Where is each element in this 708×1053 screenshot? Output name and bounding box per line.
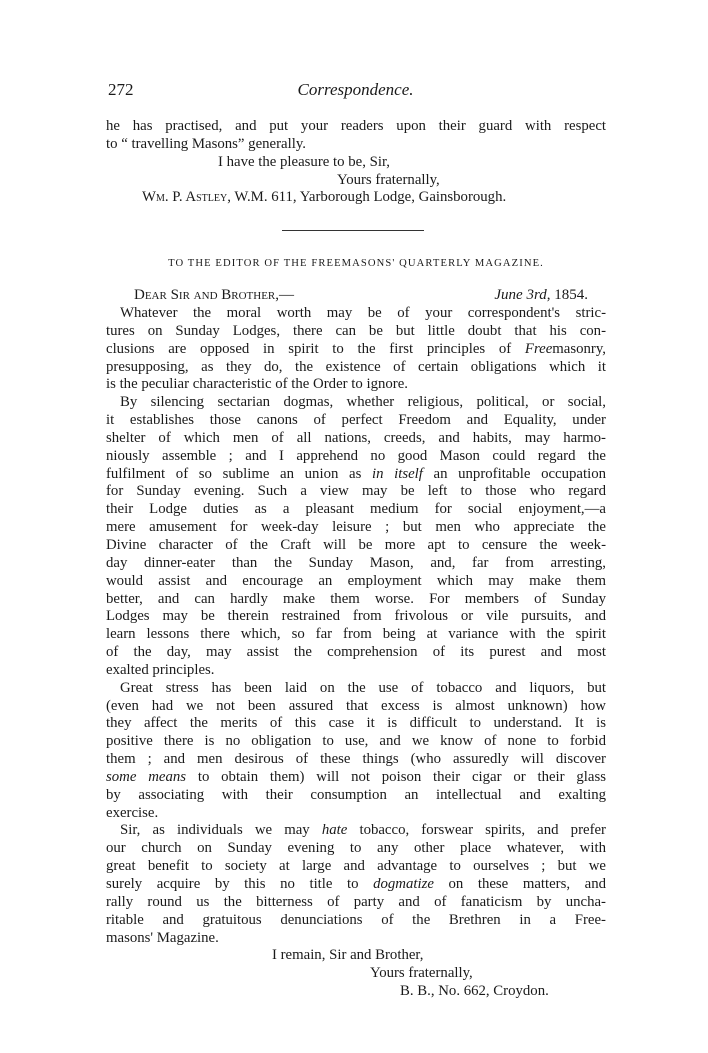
closing-line: I have the pleasure to be, Sir, [218,153,390,170]
text-line: by associating with their consumption an intellectual and exalting [106,786,606,803]
text-line [106,822,606,840]
salutation-row [106,287,606,307]
letter-caption: TO THE EDITOR OF THE FREEMASONS' QUARTERLY MAGAZINE. [168,258,544,269]
text-line: would assist and encourage an employment which may make them [106,572,606,589]
running-title: Correspondence. [297,80,414,99]
italic-span: hate [321,822,348,839]
text-line [106,769,606,787]
signature-name: Wm. P. Astley [142,189,228,206]
letter-date [494,287,588,304]
text-line: tures on Sunday Lodges, there can be but little doubt that his con- [106,322,606,339]
text-line: niously assemble ; and I apprehend no good Mason could regard the [106,447,606,464]
text-line: it establishes those canons of perfect Freedom and Equality, under [106,412,606,429]
text-line: rally round us the bitterness of party and of fanaticism by uncha- [106,893,606,910]
text-line [106,876,606,894]
text-line: positive there is no obligation to use, and we know of none to forbid [106,733,606,750]
letter-date-day: June 3rd [494,287,547,303]
page-header [108,80,603,104]
text-span: Sir, as individuals we may [120,822,322,839]
closing-line: Yours fraternally, [337,171,440,188]
text-span: to obtain them) will not poison their cigar or their glass [186,768,606,785]
text-line: mere amusement for week-day leisure ; but men who appreciate the [106,519,606,536]
text-span: fulfilment of so sublime an union as [106,465,372,482]
text-line: their Lodge duties as a pleasant medium for social enjoyment,—a [106,501,606,518]
signature-rest: , W.M. 611, Yarborough Lodge, Gainsborough. [227,189,507,206]
text-line: Lodges may be therein restrained from frivolous or vile pursuits, and [106,608,606,625]
text-line: exalted principles. [106,661,215,678]
italic-span: some means [106,768,187,785]
text-span: clusions are opposed in spirit to the first principles of [106,340,525,357]
text-line: presupposing, as they do, the existence of certain obligations which it [106,358,606,375]
signature [142,189,642,207]
text-line: learn lessons there which, so far from being at variance with the spirit [106,626,606,643]
closing-line: Yours fraternally, [370,965,473,982]
first-letter [106,118,606,207]
text-line: shelter of which men of all nations, creeds, and habits, may harmo- [106,429,606,446]
signature: B. B., No. 662, Croydon. [400,983,549,1000]
italic-span: in itself [371,465,423,482]
text-line: to “ travelling Masons” generally. [106,135,306,152]
text-line: (even had we not been assured that excess is almost unknown) how [106,697,606,714]
text-line: better, and can hardly make them worse. For members of Sunday [106,590,606,607]
free-prefix: Free [524,340,553,357]
second-letter-body [106,305,606,1001]
text-span: on these matters, and [433,876,606,892]
text-line: great benefit to society at large and advantage to ourselves ; but we [106,858,606,875]
text-line: they affect the merits of this case it is difficult to understand. It is [106,715,606,732]
text-line: exercise. [106,804,159,821]
text-line: day dinner-eater than the Sunday Mason, and, far from arresting, [106,554,606,571]
text-span: an unprofitable occupation [422,465,606,482]
italic-span: dogmatize [373,876,434,892]
closing-line: I remain, Sir and Brother, [272,947,424,964]
text-line [106,341,606,359]
text-line: he has practised, and put your readers upon their guard with respect [106,118,606,134]
page-number: 272 [108,80,134,99]
text-span: masonry, [552,340,606,357]
text-line: By silencing sectarian dogmas, whether religious, political, or social, [120,394,606,411]
text-line: our church on Sunday evening to any other place whatever, with [106,840,606,857]
letter-date-year: , 1854. [546,287,588,303]
text-line: Great stress has been laid on the use of tobacco and liquors, but [120,679,606,696]
text-line: ritable and gratuitous denunciations of the Brethren in a Free- [106,911,606,928]
salutation: Dear Sir and Brother,— [134,287,295,303]
text-line: of the day, may assist the comprehension of its purest and most [106,644,606,661]
text-line: Whatever the moral worth may be of your correspondent's stric- [120,305,606,321]
text-line: Divine character of the Craft will be more apt to censure the week- [106,536,606,553]
text-line [106,466,606,484]
text-span: tobacco, forswear spirits, and prefer [347,822,606,839]
text-line: for Sunday evening. Such a view may be left to those who regard [106,483,606,500]
text-line: masons' Magazine. [106,929,219,946]
section-divider [282,230,424,231]
text-span: surely acquire by this no title to [106,876,374,892]
text-line: them ; and men desirous of these things (who assuredly will discover [106,751,606,768]
text-line: is the peculiar characteristic of the Order to ignore. [106,376,408,393]
